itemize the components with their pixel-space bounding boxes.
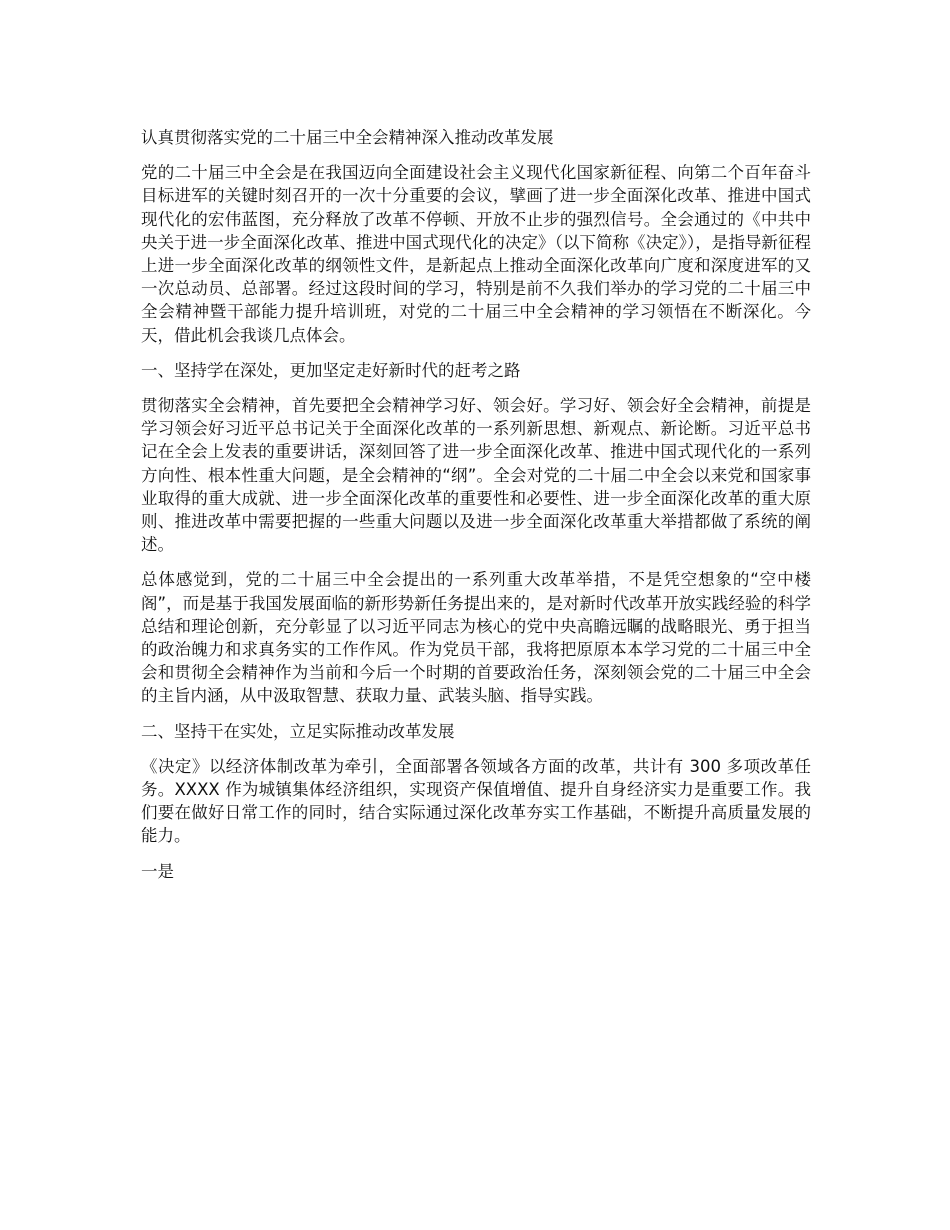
document-title: 认真贯彻落实党的二十届三中全会精神深入推动改革发展 bbox=[141, 128, 554, 147]
section-2-paragraph-1: 《决定》以经济体制改革为牵引，全面部署各领域各方面的改革，共计有 300 多项改革任务。XXXX 作为城镇集体经济组织，实现资产保值增值、提升自身经济实力是重要工作。我们要在做好日常工作的同时，结合实际通过深化改革夯实工作基础，不断提升高质量发展的能力。 bbox=[141, 756, 811, 846]
section-1-paragraph-1: 贯彻落实全会精神，首先要把全会精神学习好、领会好。学习好、领会好全会精神，前提是学习领会好习近平总书记关于全面深化改革的一系列新思想、新观点、新论断。习近平总书记在全会上发表的重要讲话，深刻回答了进一步全面深化改革、推进中国式现代化的一系列方向性、根本性重大问题，是全会精神的“纲”。全会对党的二十届二中全会以来党和国家事业取得的重大成就、进一步全面深化改革的重要性和必要性、进一步全面深化改革的重大原则、推进改革中需要把握的一些重大问题以及进一步全面深化改革重大举措都做了系统的阐述。 bbox=[141, 396, 811, 555]
section-heading-2: 二、坚持干在实处，立足实际推动改革发展 bbox=[141, 721, 455, 741]
section-2-paragraph-2: 一是 bbox=[141, 861, 174, 881]
intro-paragraph: 党的二十届三中全会是在我国迈向全面建设社会主义现代化国家新征程、向第二个百年奋斗目标进军的关键时刻召开的一次十分重要的会议，擘画了进一步全面深化改革、推进中国式现代化的宏伟蓝图，充分释放了改革不停顿、开放不止步的强烈信号。全会通过的《中共中央关于进一步全面深化改革、推进中国式现代化的决定》（以下简称《决定》），是指导新征程上进一步全面深化改革的纲领性文件，是新起点上推动全面深化改革向广度和深度进军的又一次总动员、总部署。经过这段时间的学习，特别是前不久我们举办的学习党的二十届三中全会精神暨干部能力提升培训班，对党的二十届三中全会精神的学习领悟在不断深化。今天，借此机会我谈几点体会。 bbox=[141, 163, 811, 345]
document-page bbox=[141, 126, 811, 895]
section-1-paragraph-2: 总体感觉到，党的二十届三中全会提出的一系列重大改革举措，不是凭空想象的“空中楼阁”，而是基于我国发展面临的新形势新任务提出来的，是对新时代改革开放实践经验的科学总结和理论创新，充分彰显了以习近平同志为核心的党中央高瞻远瞩的战略眼光、勇于担当的政治魄力和求真务实的工作作风。作为党员干部，我将把原原本本学习党的二十届三中全会和贯彻全会精神作为当前和今后一个时期的首要政治任务，深刻领会党的二十届三中全会的主旨内涵，从中汲取智慧、获取力量、武装头脑、指导实践。 bbox=[141, 570, 811, 706]
section-heading-1: 一、坚持学在深处，更加坚定走好新时代的赶考之路 bbox=[141, 360, 521, 380]
